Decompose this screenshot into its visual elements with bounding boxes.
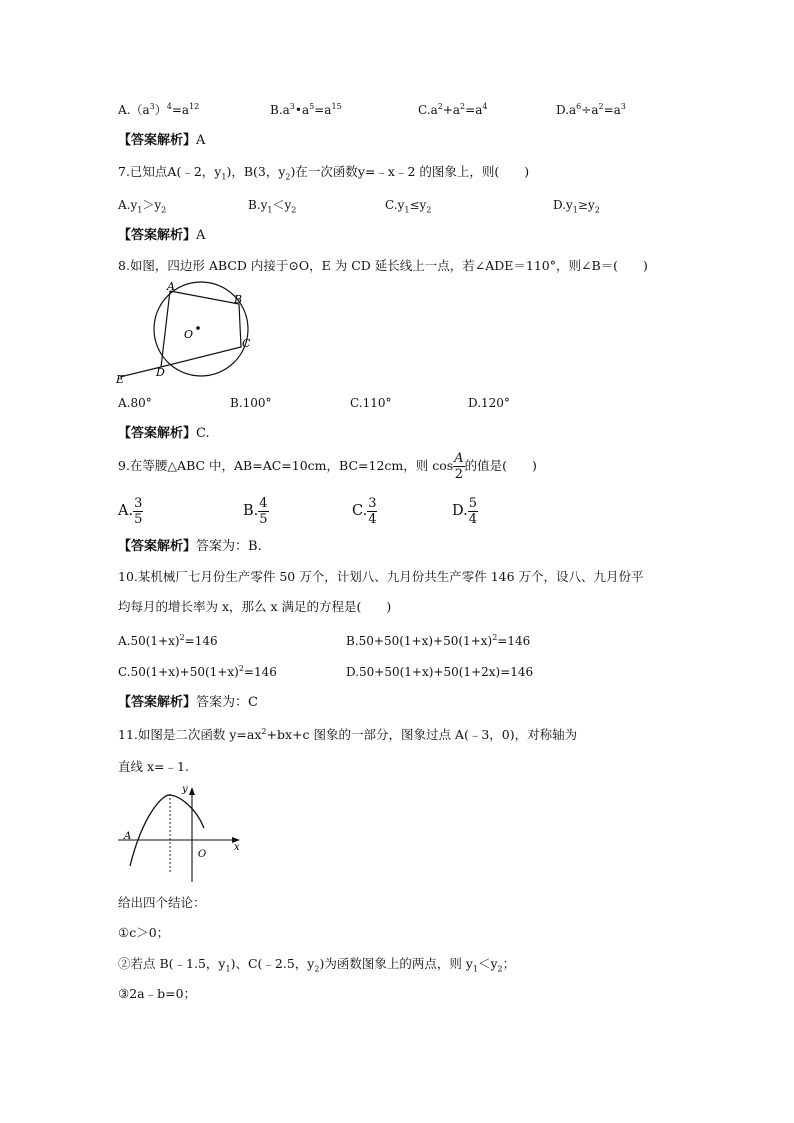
q7-answer: 【答案解析】A: [118, 228, 206, 243]
q7-option-c: $C.y_1\le y_2$: [385, 198, 432, 215]
q8-option-d: D.120°: [468, 396, 510, 410]
q10-answer: 【答案解析】答案为：C: [118, 695, 258, 710]
line-de: [120, 367, 161, 377]
q8-option-b: B.100°: [230, 396, 272, 410]
q8-option-c: C.110°: [350, 396, 392, 410]
q10-stem-line1: 10.某机械厂七月份生产零件 50 万个，计划八、九月份共生产零件 146 万个，设八、九月份平: [118, 569, 644, 584]
q11-conclusion-3: ③2a﹣b=0；: [118, 986, 197, 1001]
q6-answer: 【答案解析】A: [118, 133, 206, 148]
q7-option-a: $A.y_1>y_2$: [118, 198, 167, 215]
q8-option-a: A.80°: [118, 396, 152, 410]
label-b: B: [234, 293, 243, 306]
q7-option-b: $B.y_1<y_2$: [248, 198, 297, 215]
q11-stem-line2: 直线 x=﹣1.: [118, 759, 189, 774]
q9-stem: 9.在等腰△ABC 中，AB=AC=10cm，BC=12cm，则 cos $\frac{A}{2}$ 的值是( ): [118, 451, 537, 482]
center-point-o: [196, 326, 200, 330]
q7-stem: 7.已知点A(﹣2，$y_1$)，B(3，$y_2$)在一次函数y=﹣x﹣2 的图象上，则( ): [118, 164, 530, 182]
label-o: O: [198, 849, 207, 860]
q9-option-d: D. $\frac{5}{4}$: [452, 495, 477, 527]
label-c: C: [242, 337, 251, 350]
q9-option-c: C. $\frac{3}{4}$: [352, 495, 377, 527]
q11-conclusion-1: ①c＞0；: [118, 925, 170, 940]
q11-parabola-figure: [118, 784, 244, 884]
label-x: x: [234, 842, 240, 853]
q11-stem-line1: 11.如图是二次函数 $y=ax^2+bx+c$ 图象的一部分，图象过点 A(﹣3，0)，对称轴为: [118, 726, 578, 742]
cos-half-a-fraction: $\frac{A}{2}$: [454, 451, 464, 482]
q9-option-a: A. $\frac{3}{5}$: [118, 495, 143, 527]
q7-option-d: $D.y_1\ge y_2$: [553, 198, 600, 215]
q9-option-b: B. $\frac{4}{5}$: [243, 495, 268, 527]
q10-stem-line2: 均每月的增长率为 x，那么 x 满足的方程是( ): [118, 599, 392, 614]
label-y: y: [182, 784, 188, 795]
label-e: E: [116, 373, 125, 386]
label-d: D: [156, 366, 165, 379]
q11-intro: 给出四个结论：: [118, 895, 206, 910]
q6-option-a: $A.(a^3)^4=a^{12}$: [118, 102, 200, 117]
q6-option-b: $B.a^3•a^5=a^{15}$: [270, 102, 342, 117]
q10-option-b: $B.50+50(1+x)+50(1+x)^2=146$: [346, 633, 531, 648]
q10-option-c: $C.50(1+x)+50(1+x)^2=146$: [118, 664, 277, 679]
quadrilateral-abcd: [161, 291, 241, 367]
q11-conclusion-2: ②若点 B(﹣1.5，$y_1$)、C(﹣2.5，$y_2$)为函数图象上的两点，则 $y_1<y_2$；: [118, 956, 516, 974]
parabola-curve: [130, 795, 207, 866]
q6-option-c: $C.a^2+a^2=a^4$: [418, 102, 488, 117]
q9-answer: 【答案解析】答案为：B.: [118, 539, 262, 554]
y-axis-arrow-icon: [189, 787, 195, 795]
label-a: A: [124, 831, 132, 842]
q8-stem: 8.如图，四边形 ABCD 内接于⊙O，E 为 CD 延长线上一点，若∠ADE＝110°，则∠B＝( ): [118, 258, 648, 273]
label-a: A: [167, 280, 175, 293]
q8-answer: 【答案解析】C.: [118, 426, 210, 441]
q6-option-d: $D.a^6\div a^2=a^3$: [556, 102, 626, 117]
q10-option-d: D.50+50(1+x)+50(1+2x)=146: [346, 665, 534, 679]
label-o: O: [184, 328, 194, 341]
q10-option-a: $A.50(1+x)^2=146$: [118, 633, 218, 648]
q8-circle-figure: [112, 280, 262, 388]
